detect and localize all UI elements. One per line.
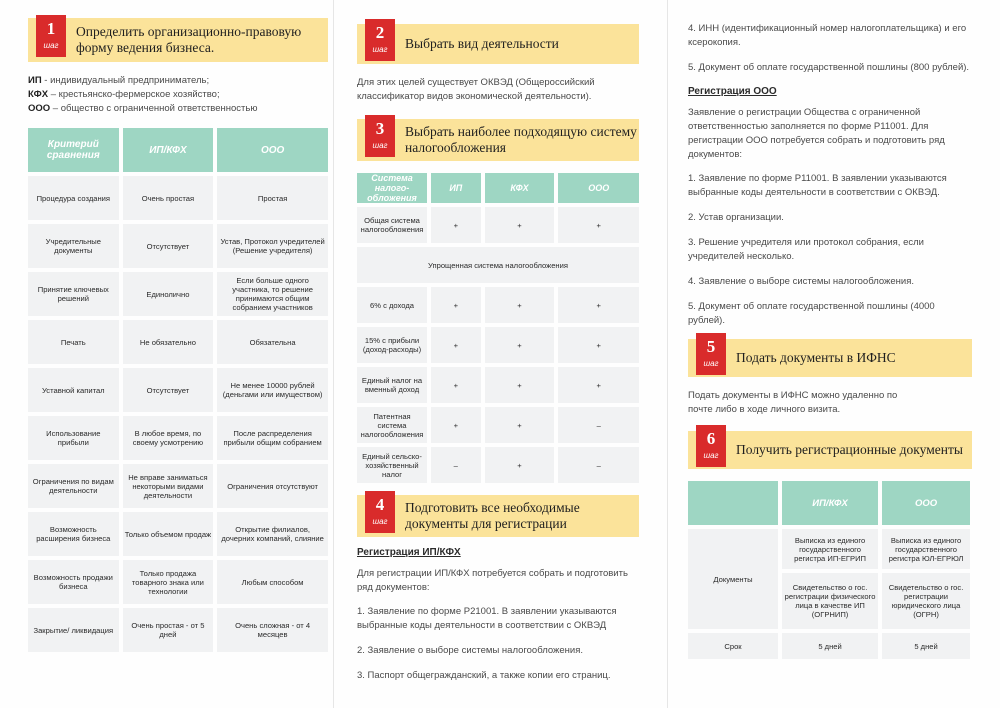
table-cell: Упрощенная система налогообложения <box>357 247 639 283</box>
table-row <box>28 224 328 268</box>
step-3-badge: 3 шаг <box>365 115 395 157</box>
table-cell: Любым способом <box>217 560 328 604</box>
table-cell: Если больше одного участника, то решение принимаются общим собранием участников <box>217 272 328 316</box>
step-4-header <box>357 495 639 537</box>
table-row <box>28 176 328 220</box>
reg-ip-intro: Для регистрации ИП/КФХ потребуется собрать и подготовить ряд документов: <box>357 568 628 593</box>
table-cell: + <box>558 367 639 403</box>
step-3-header <box>357 119 639 161</box>
registration-docs-table <box>684 477 974 663</box>
fold-line <box>333 0 334 708</box>
table-cell: Принятие ключевых решений <box>28 272 119 316</box>
table-cell: Отсутствует <box>123 368 214 412</box>
list-item: 5. Документ об оплате государственной пошлины (800 рублей). <box>688 62 970 73</box>
th-kfh: КФХ <box>485 173 555 203</box>
table-row <box>357 447 639 483</box>
reg-ip-title: Регистрация ИП/КФХ <box>357 547 461 558</box>
table-row <box>28 416 328 460</box>
table-cell: Очень простая - от 5 дней <box>123 608 214 652</box>
table-cell: Ограничения по видам деятельности <box>28 464 119 508</box>
legend: ИП - индивидуальный предприниматель; КФХ – крестьянско-фермерское хозяйство; ООО – общество с ограниченной ответственностью <box>28 75 258 114</box>
table-cell: Выписка из единого государственного регистра ИП-ЕГРИП <box>782 529 878 569</box>
table-cell: Только объемом продаж <box>123 512 214 556</box>
th-ooo: ООО <box>558 173 639 203</box>
table-row <box>357 207 639 243</box>
table-cell: + <box>431 367 481 403</box>
th-criterion: Критерий сравнения <box>28 128 119 172</box>
table-cell: Свидетельство о гос. регистрации физического лица в качестве ИП (ОГРНИП) <box>782 573 878 629</box>
list-item: 5. Документ об оплате государственной пошлины (4000 рублей). <box>688 301 935 326</box>
column-1 <box>28 0 328 708</box>
table-section-row <box>357 247 639 283</box>
table-cell: После распределения прибыли общим собранием <box>217 416 328 460</box>
table-row <box>28 320 328 364</box>
table-cell: Закрытие/ ликвидация <box>28 608 119 652</box>
table-cell: Ограничения отсутствуют <box>217 464 328 508</box>
table-cell: + <box>431 407 481 443</box>
reg-ooo-title: Регистрация ООО <box>688 86 777 97</box>
table-cell: Устав, Протокол учредителей (Решение учредителя) <box>217 224 328 268</box>
table-row <box>28 368 328 412</box>
comparison-table <box>24 124 332 656</box>
step-6-header <box>688 431 972 469</box>
step-6-title: Получить регистрационные документы <box>736 442 963 457</box>
table-cell: Обязательна <box>217 320 328 364</box>
table-cell: Простая <box>217 176 328 220</box>
th-ip: ИП <box>431 173 481 203</box>
table-cell: + <box>558 207 639 243</box>
th-empty <box>688 481 778 525</box>
table-row <box>28 560 328 604</box>
step-6-badge: 6 шаг <box>696 425 726 467</box>
table-cell: 5 дней <box>882 633 970 659</box>
list-item: 3. Паспорт общегражданский, а также копии его страниц. <box>357 670 611 681</box>
th-ip-kfh: ИП/КФХ <box>782 481 878 525</box>
ip-doc-list-cont <box>688 22 972 75</box>
table-cell: Возможность продажи бизнеса <box>28 560 119 604</box>
table-row <box>28 608 328 652</box>
table-cell: Открытие филиалов, дочерних компаний, слияние <box>217 512 328 556</box>
table-row <box>28 512 328 556</box>
table-row <box>357 327 639 363</box>
table-cell: + <box>558 287 639 323</box>
step-5-text: Подать документы в ИФНС можно удаленно по почте либо в ходе личного визита. <box>688 390 898 415</box>
th-tax-system: Система налого-обложения <box>357 173 427 203</box>
reg-ooo-intro: Заявление о регистрации Общества с ограниченной ответственностью заполняется по форме Р11001. Для регистрации ООО потребуется собрать и подготовить ряд документов: <box>688 107 945 160</box>
table-cell: – <box>558 447 639 483</box>
table-cell: + <box>485 447 555 483</box>
step-5-title: Подать документы в ИФНС <box>736 350 896 365</box>
table-cell: + <box>558 327 639 363</box>
column-2 <box>357 0 639 708</box>
table-row <box>357 287 639 323</box>
table-cell: + <box>431 207 481 243</box>
step-4-title: Подготовить все необходимые документы для регистрации <box>405 500 580 531</box>
table-cell: + <box>485 287 555 323</box>
table-cell: Не обязательно <box>123 320 214 364</box>
table-cell: 15% с прибыли (доход-расходы) <box>357 327 427 363</box>
list-item: 4. Заявление о выборе системы налогообложения. <box>688 276 915 287</box>
table-cell: Очень сложная - от 4 месяцев <box>217 608 328 652</box>
table-cell: Очень простая <box>123 176 214 220</box>
list-item: 2. Заявление о выборе системы налогообложения. <box>357 645 584 656</box>
table-cell: + <box>485 207 555 243</box>
table-row <box>28 272 328 316</box>
table-cell: + <box>485 367 555 403</box>
column-3 <box>688 0 972 708</box>
table-row <box>28 464 328 508</box>
documents-label: Документы <box>688 529 778 629</box>
list-item: 3. Решение учредителя или протокол собрания, если учредителей несколько. <box>688 237 924 262</box>
tax-table <box>353 169 643 487</box>
list-item: 1. Заявление по форме Р21001. В заявлении указываются выбранные коды деятельности в соответствии с ОКВЭД <box>357 606 617 631</box>
table-cell: Использование прибыли <box>28 416 119 460</box>
table-cell: Выписка из единого государственного регистра ЮЛ-ЕГРЮЛ <box>882 529 970 569</box>
step-3-title: Выбрать наиболее подходящую систему налогообложения <box>405 124 637 155</box>
table-cell: + <box>431 327 481 363</box>
step-4-badge: 4 шаг <box>365 491 395 533</box>
table-cell: Свидетельство о гос. регистрации юридического лица (ОГРН) <box>882 573 970 629</box>
table-cell: – <box>558 407 639 443</box>
table-cell: 5 дней <box>782 633 878 659</box>
step-1-header <box>28 18 328 62</box>
step-5-badge: 5 шаг <box>696 333 726 375</box>
table-cell: Единый налог на вменный доход <box>357 367 427 403</box>
table-cell: Единый сельско-хозяйственный налог <box>357 447 427 483</box>
fold-line <box>667 0 668 708</box>
table-cell: 6% с дохода <box>357 287 427 323</box>
reg-ooo-doc-list <box>688 172 972 328</box>
step-1-badge: 1 шаг <box>36 15 66 57</box>
table-cell: Патентная система налогообложения <box>357 407 427 443</box>
table-cell: – <box>431 447 481 483</box>
table-cell: + <box>431 287 481 323</box>
th-ip-kfh: ИП/КФХ <box>123 128 214 172</box>
table-cell: Печать <box>28 320 119 364</box>
list-item: 4. ИНН (идентификационный номер налогоплательщика) и его ксерокопия. <box>688 23 967 48</box>
table-cell: Процедура создания <box>28 176 119 220</box>
table-cell: Только продажа товарного знака или технологии <box>123 560 214 604</box>
table-cell: Возможность расширения бизнеса <box>28 512 119 556</box>
reg-ip-doc-list <box>357 605 639 683</box>
list-item: 1. Заявление по форме Р11001. В заявлении указываются выбранные коды деятельности в соответствии с ОКВЭД. <box>688 173 947 198</box>
step-2-text: Для этих целей существует ОКВЭД (Общероссийский классификатор видов экономической деятельности). <box>357 77 595 102</box>
table-cell: Не вправе заниматься некоторыми видами деятельности <box>123 464 214 508</box>
th-ooo: ООО <box>882 481 970 525</box>
table-cell: Отсутствует <box>123 224 214 268</box>
table-cell: Единолично <box>123 272 214 316</box>
table-cell: Уставной капитал <box>28 368 119 412</box>
step-2-badge: 2 шаг <box>365 19 395 61</box>
table-cell: + <box>485 407 555 443</box>
step-2-header <box>357 24 639 64</box>
table-row <box>357 367 639 403</box>
table-row <box>357 407 639 443</box>
step-5-header <box>688 339 972 377</box>
table-cell: Не менее 10000 рублей (деньгами или имуществом) <box>217 368 328 412</box>
step-2-title: Выбрать вид деятельности <box>405 36 559 51</box>
list-item: 2. Устав организации. <box>688 212 784 223</box>
table-cell: В любое время, по своему усмотрению <box>123 416 214 460</box>
table-cell: Учредительные документы <box>28 224 119 268</box>
step-1-title: Определить организационно-правовую форму ведения бизнеса. <box>76 24 302 55</box>
table-cell: Общая система налогообложения <box>357 207 427 243</box>
table-cell: + <box>485 327 555 363</box>
term-label: Срок <box>688 633 778 659</box>
th-ooo: ООО <box>217 128 328 172</box>
